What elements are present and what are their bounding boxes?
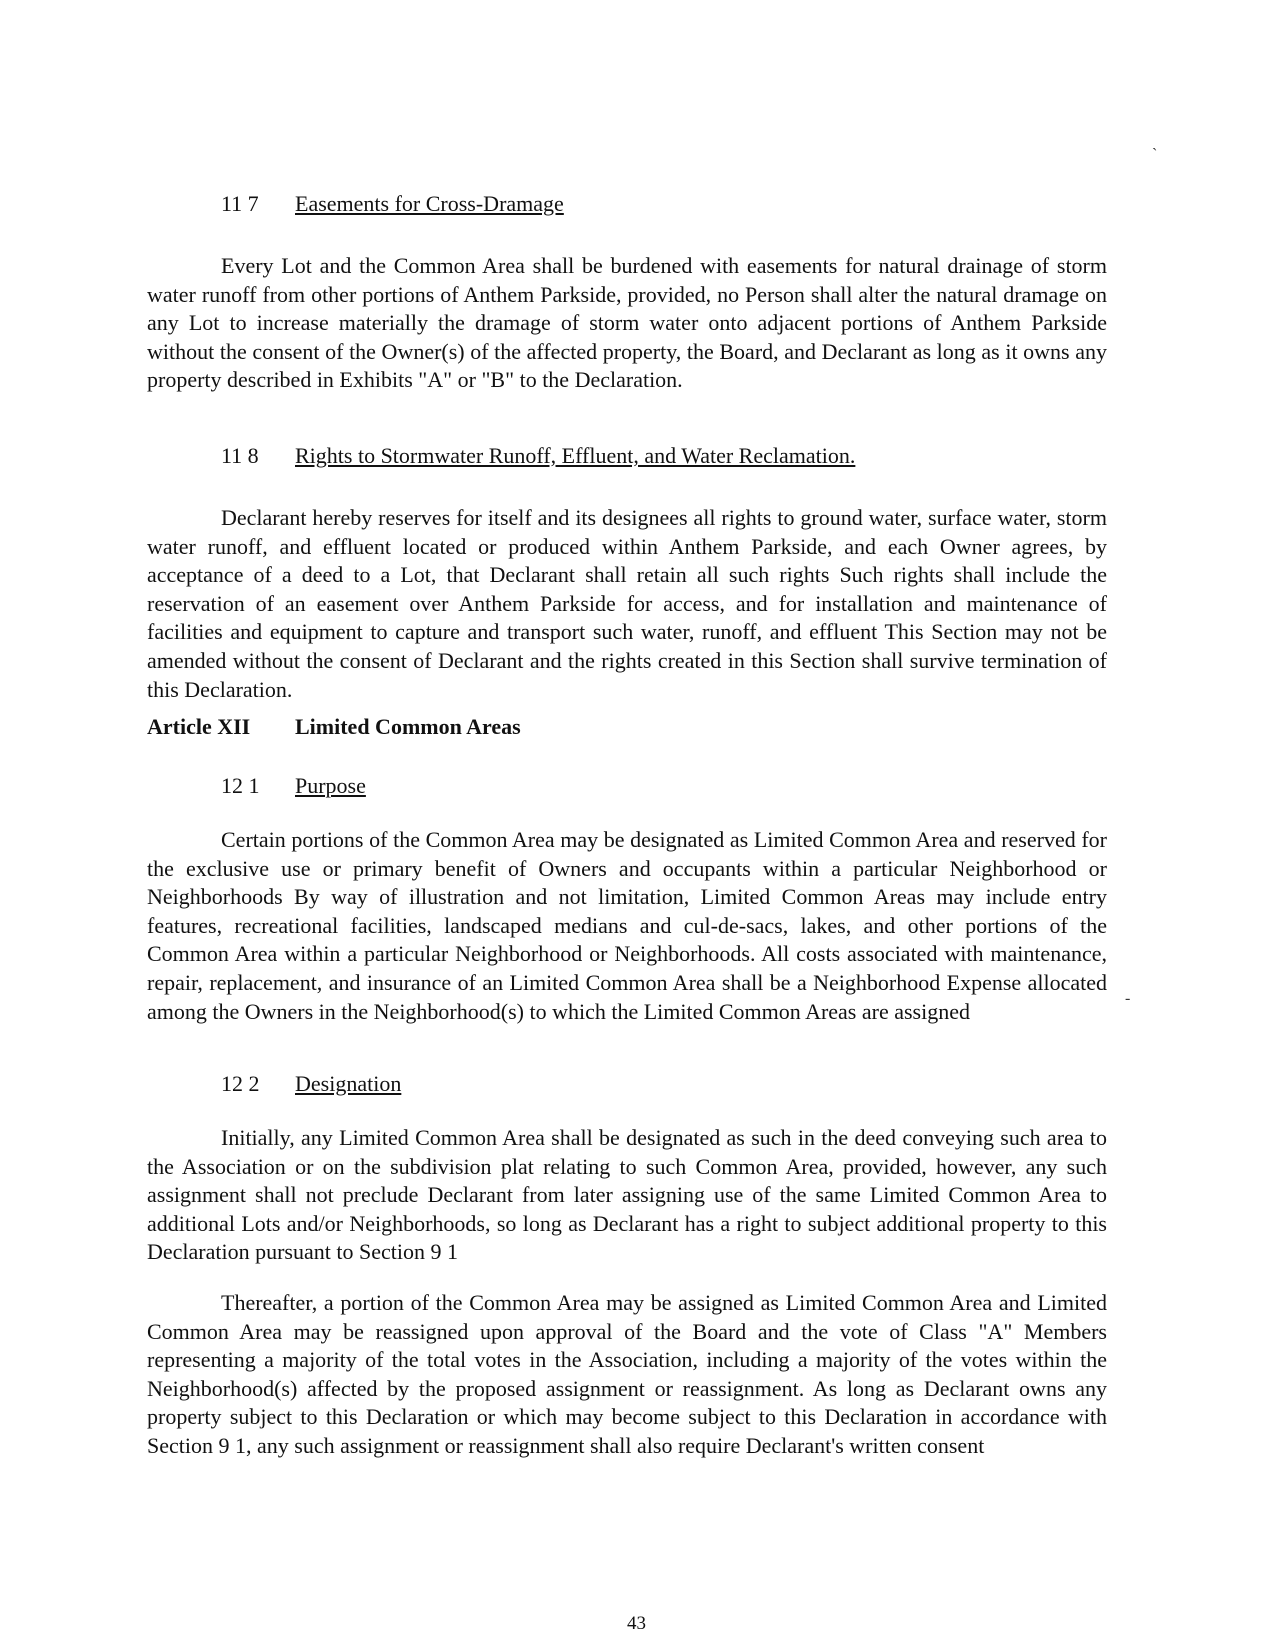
section-number: 11 8 (221, 443, 259, 468)
section-body-11-7 (147, 252, 1107, 395)
section-title: Easements for Cross-Dramage (295, 191, 564, 216)
section-title: Designation (295, 1071, 402, 1096)
section-heading-12-1 (221, 772, 366, 800)
page-number: 43 (627, 1613, 646, 1634)
paragraph: Initially, any Limited Common Area shall be designated as such in the deed conveying such area to the Association or on the subdivision plat relating to such Common Area, provided, however, any such assignment shall not preclude Declarant from later assigning use of the same Limited Common Area to additional Lots and/or Neighborhoods, so long as Declarant has a right to subject additional property to this Declaration pursuant to Section 9 1 (147, 1125, 1107, 1265)
paragraph: Declarant hereby reserves for itself and its designees all rights to ground water, surface water, storm water runoff, and effluent located or produced within Anthem Parkside, and each Owner agrees, by acceptance of a deed to a Lot, that Declarant shall retain all such rights Such rights shall include the reservation of an easement over Anthem Parkside for access, and for installation and maintenance of facilities and equipment to capture and transport such water, runoff, and effluent This Section may not be amended without the consent of Declarant and the rights created in this Section shall survive termination of this Declaration. (147, 505, 1107, 702)
paragraph: Thereafter, a portion of the Common Area may be assigned as Limited Common Area and Limited Common Area may be reassigned upon approval of the Board and the vote of Class "A" Members representing a majority of the total votes in the Association, including a majority of the votes within the Neighborhood(s) affected by the proposed assignment or reassignment. As long as Declarant owns any property subject to this Declaration or which may become subject to this Declaration in accordance with Section 9 1, any such assignment or reassignment shall also require Declarant's written consent (147, 1290, 1107, 1458)
stray-mark: - (1125, 990, 1131, 1007)
article-title: Limited Common Areas (295, 714, 521, 739)
section-body-12-1 (147, 826, 1107, 1026)
section-number: 12 2 (221, 1071, 260, 1096)
section-number: 11 7 (221, 191, 259, 216)
paragraph: Certain portions of the Common Area may be designated as Limited Common Area and reserved for the exclusive use or primary benefit of Owners and occupants within a particular Neighborhood or Neighborhoods By way of illustration and not limitation, Limited Common Areas may include entry features, recreational facilities, landscaped medians and cul-de-sacs, lakes, and other portions of the Common Area within a particular Neighborhood or Neighborhoods. All costs associated with maintenance, repair, replacement, and insurance of an Limited Common Area shall be a Neighborhood Expense allocated among the Owners in the Neighborhood(s) to which the Limited Common Areas are assigned (147, 827, 1107, 1024)
section-heading-11-7 (221, 190, 564, 218)
section-body-11-8 (147, 504, 1107, 704)
section-title: Rights to Stormwater Runoff, Effluent, and Water Reclamation. (295, 443, 856, 468)
section-heading-11-8 (221, 442, 855, 470)
section-heading-12-2 (221, 1070, 401, 1098)
section-title: Purpose (295, 773, 366, 798)
stray-mark: ` (1152, 146, 1158, 163)
article-heading (147, 713, 521, 741)
section-body-12-2-b (147, 1289, 1107, 1461)
section-body-12-2-a (147, 1124, 1107, 1267)
paragraph: Every Lot and the Common Area shall be burdened with easements for natural drainage of storm water runoff from other portions of Anthem Parkside, provided, no Person shall alter the natural dramage on any Lot to increase materially the dramage of storm water onto adjacent portions of Anthem Parkside without the consent of the Owner(s) of the affected property, the Board, and Declarant as long as it owns any property described in Exhibits "A" or "B" to the Declaration. (147, 253, 1107, 393)
article-number: Article XII (147, 714, 251, 739)
section-number: 12 1 (221, 773, 260, 798)
